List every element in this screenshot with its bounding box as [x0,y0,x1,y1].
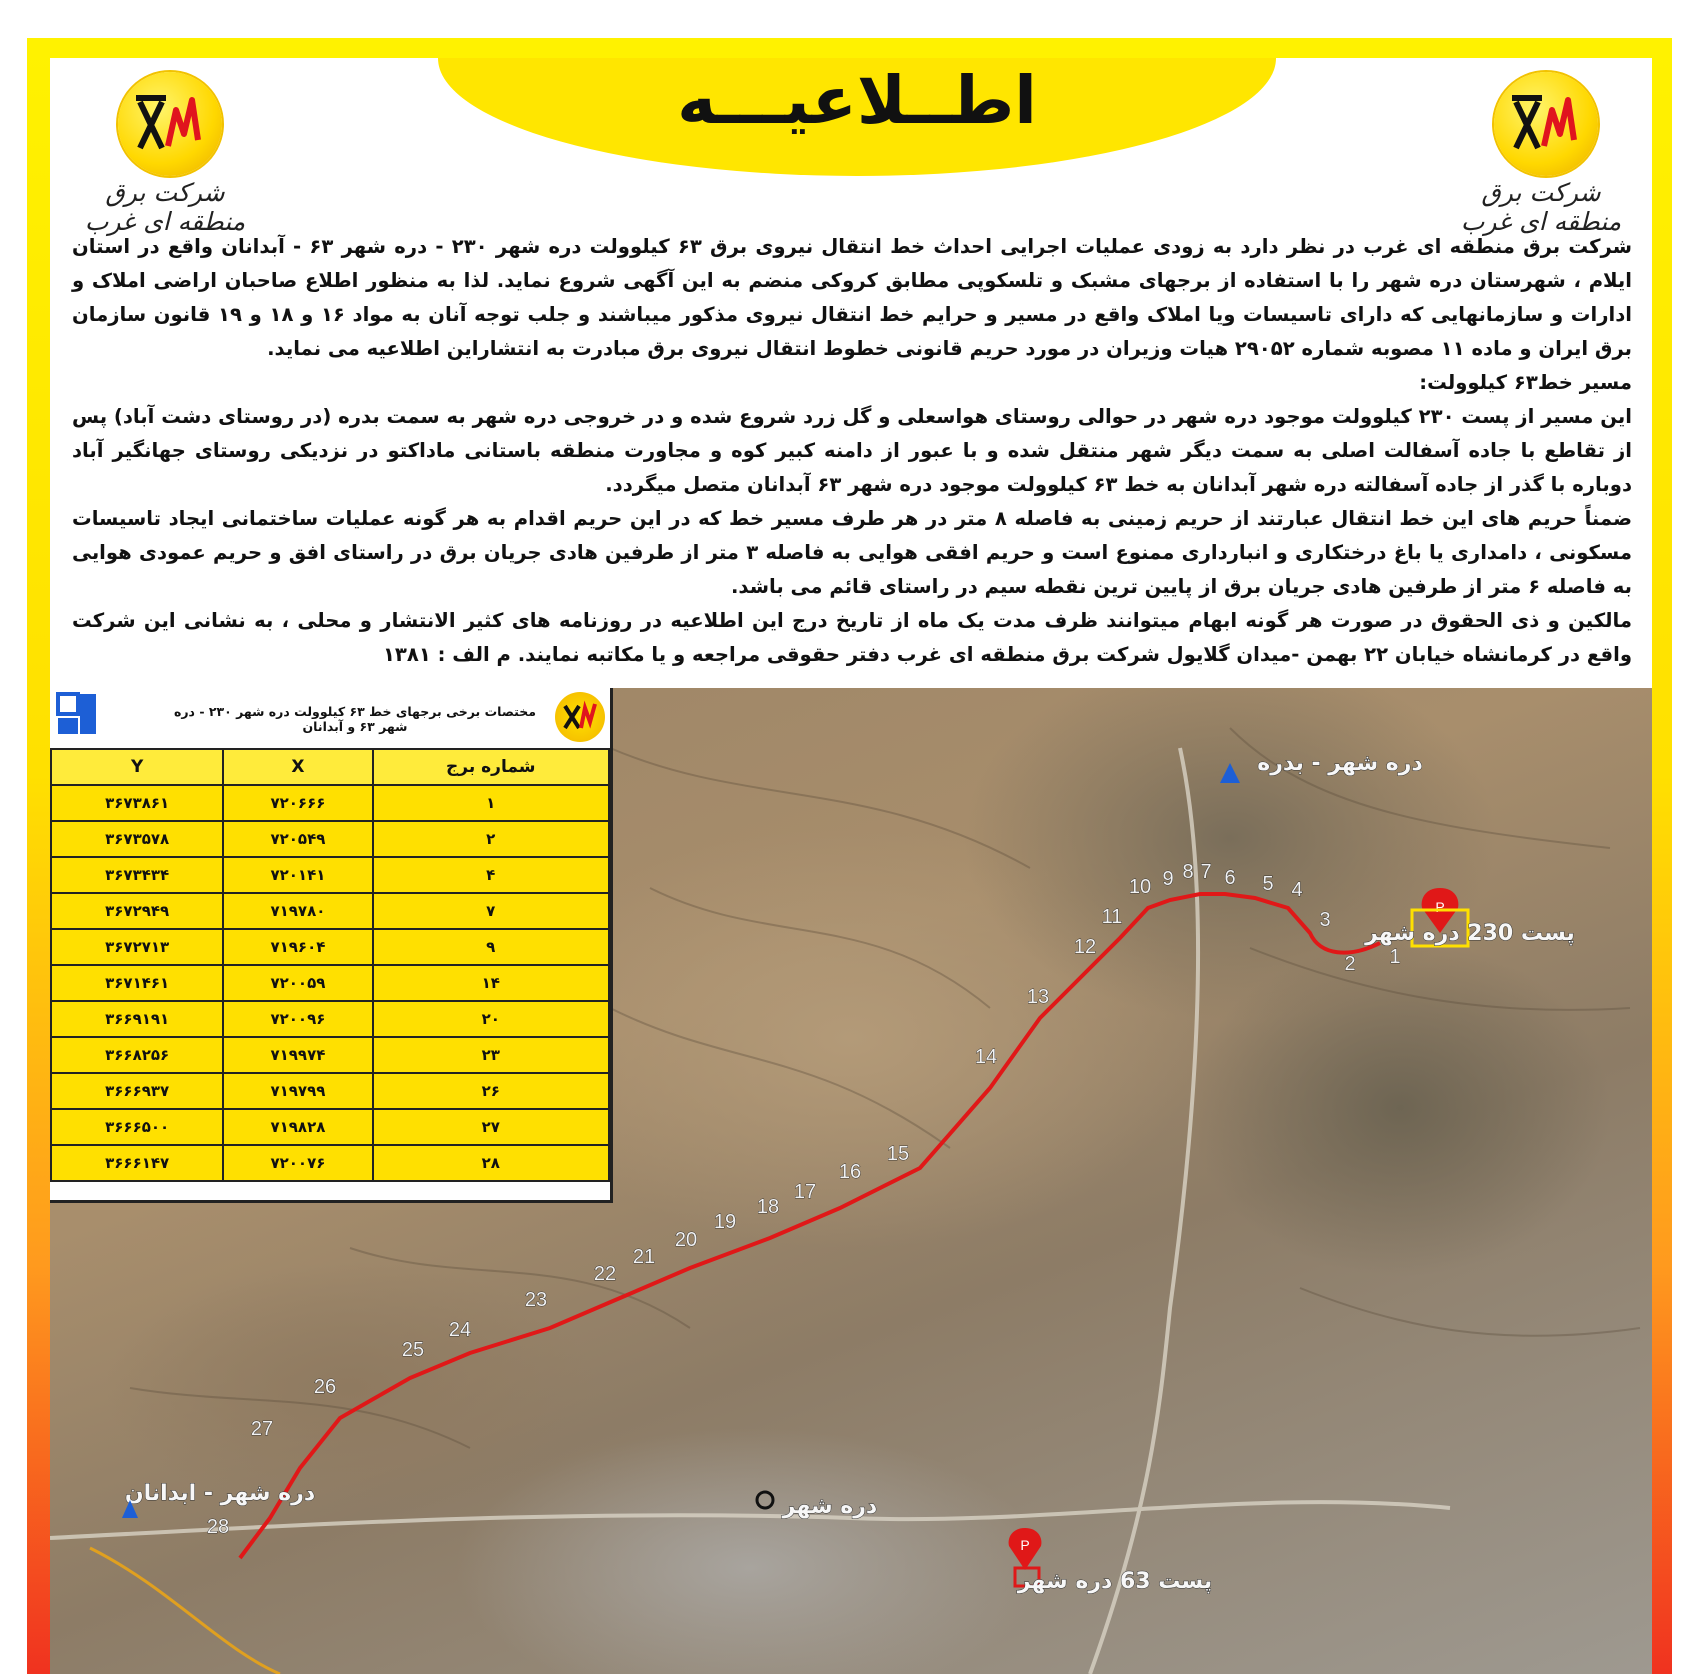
cell-tower: ۲۸ [373,1145,610,1181]
table-row [51,1037,609,1073]
cell-x: ۷۱۹۹۷۴ [223,1037,372,1073]
tower-label: 28 [206,1516,230,1538]
cell-y: ۳۶۷۱۴۶۱ [51,965,223,1001]
company-name-left: شرکت برق منطقه ای غرب [84,178,246,236]
cell-x: ۷۱۹۶۰۴ [223,929,372,965]
table-row [51,785,609,821]
table-row [51,1073,609,1109]
tower-label: 23 [524,1289,548,1311]
tower-label: 10 [1128,876,1152,898]
coordinates-table [50,748,610,1182]
paragraph-route: این مسیر از پست ۲۳۰ کیلوولت موجود دره شهر در حوالی روستای هواسعلی و گل زرد شروع شده و در خروجی دره شهر به سمت بدره (در روستای دشت آباد) پس از تقاطع با جاده آسفالت اصلی به سمت دیگر شهر منتقل شده و با عبور از دامنه کبیر کوه و مجاورت منطقه باستانی ماداکتو در نزدیکی روستای جهانگیر آباد دوباره با گذر از جاده آسفالته دره شهر آبدانان به خط ۶۳ کیلوولت موجود دره شهر ۶۳ آبدانان متصل میگردد. [72,405,1632,496]
tower-label: 12 [1073,936,1097,958]
cell-tower: ۲۳ [373,1037,610,1073]
cell-tower: ۱ [373,785,610,821]
table-row [51,929,609,965]
cell-y: ۳۶۶۸۲۵۶ [51,1037,223,1073]
tower-label: 20 [674,1229,698,1251]
power-company-icon [1494,72,1598,176]
cell-x: ۷۲۰۵۴۹ [223,821,372,857]
cell-tower: ۲۷ [373,1109,610,1145]
table-row [51,1145,609,1181]
cell-x: ۷۱۹۸۲۸ [223,1109,372,1145]
company-name-right: شرکت برق منطقه ای غرب [1460,178,1622,236]
cell-y: ۳۶۶۹۱۹۱ [51,1001,223,1037]
route-map [50,688,1652,1674]
tower-label: 15 [886,1143,910,1165]
tower-label: 19 [713,1211,737,1233]
direction-arrow-icon [1220,763,1240,783]
title-banner [438,58,1276,176]
notice-title: اطــلاعیـــه [677,62,1037,139]
tower-coordinates-panel [50,688,613,1203]
tower-label: 4 [1291,879,1303,901]
tower-label: 9 [1162,868,1174,890]
paragraph-contact: مالکین و ذی الحقوق در صورت هر گونه ابهام میتوانند ظرف مدت یک ماه از تاریخ درج این اطلاعیه در روزنامه های کثیر الانتشار و محلی ، به نشانی این شرکت واقع در کرمانشاه خیابان ۲۲ بهمن -میدان گلایول شرکت برق منطقه ای غرب دفتر حقوقی مراجعه و یا مکاتبه نمایند. م الف : ۱۳۸۱ [72,609,1632,666]
paragraph-route-heading: مسیر خط۶۳ کیلوولت: [1419,371,1632,394]
tower-label: 22 [593,1263,617,1285]
header-x: X [223,749,372,785]
header-tower-number: شماره برج [373,749,610,785]
label-substation-230: پست 230 دره شهر [1365,921,1575,946]
tower-label: 1 [1389,946,1401,968]
coordinates-title: مختصات برخی برجهای خط ۶۳ کیلوولت دره شهر ۲۳۰ - دره شهر ۶۳ و آبدانان [173,704,536,734]
table-row [51,857,609,893]
power-company-icon [555,692,605,742]
tower-label: 11 [1101,906,1123,928]
tower-label: 2 [1344,953,1356,975]
cell-x: ۷۲۰۰۹۶ [223,1001,372,1037]
cell-tower: ۷ [373,893,610,929]
power-company-icon [118,72,222,176]
tower-label: 16 [838,1161,862,1183]
cell-tower: ۲۰ [373,1001,610,1037]
tower-label: 24 [448,1319,472,1341]
label-badreh: دره شهر - بدره [1257,751,1423,776]
table-row [51,821,609,857]
table-row [51,1109,609,1145]
tower-label: 5 [1262,873,1274,895]
cell-y: ۳۶۷۳۸۶۱ [51,785,223,821]
cell-y: ۳۶۷۲۷۱۳ [51,929,223,965]
table-row [51,965,609,1001]
tower-label: 7 [1200,861,1212,883]
cell-y: ۳۶۶۶۱۴۷ [51,1145,223,1181]
svg-text:P: P [1020,1537,1030,1553]
cell-tower: ۲۶ [373,1073,610,1109]
tower-label: 18 [756,1196,780,1218]
tower-label: 6 [1224,867,1236,889]
cell-y: ۳۶۶۶۵۰۰ [51,1109,223,1145]
table-row [51,1001,609,1037]
cell-tower: ۱۴ [373,965,610,1001]
header-y: Y [51,749,223,785]
notice-sheet [50,58,1652,1674]
paragraph-buffer-zones: ضمناً حریم های این خط انتقال عبارتند از حریم زمینی به فاصله ۸ متر در هر طرف مسیر خط که در این حریم اقدام به هر گونه عملیات ساختمانی ایجاد تاسیسات مسکونی ، دامداری یا باغ درختکاری و انبارداری ممنوع است و حریم افقی هوایی به فاصله ۳ متر از طرفین هادی جریان برق در راستای افق و حریم عمودی هوایی به فاصله ۶ متر از طرفین هادی جریان برق از پایین ترین نقطه سیم در راستای قائم می باشد. [72,507,1632,598]
cell-y: ۳۶۷۳۴۳۴ [51,857,223,893]
cell-x: ۷۱۹۷۹۹ [223,1073,372,1109]
tower-label: 8 [1182,861,1194,883]
cell-x: ۷۱۹۷۸۰ [223,893,372,929]
cell-x: ۷۲۰۶۶۶ [223,785,372,821]
tower-label: 13 [1026,986,1050,1008]
notice-body [72,230,1632,672]
cell-y: ۳۶۶۶۹۳۷ [51,1073,223,1109]
tower-label: 14 [974,1046,998,1068]
tower-label: 17 [793,1181,817,1203]
cell-tower: ۲ [373,821,610,857]
cell-x: ۷۲۰۱۴۱ [223,857,372,893]
label-abdanan: دره شهر - ابدانان [124,1481,316,1506]
company-logo-right [1446,66,1636,236]
cell-tower: ۴ [373,857,610,893]
city-center-marker [757,1492,773,1508]
svg-text:P: P [1435,899,1445,915]
utility-logo-icon [56,692,100,738]
company-logo-left [70,66,260,236]
tower-label: 27 [250,1418,274,1440]
paragraph-intro: شرکت برق منطقه ای غرب در نظر دارد به زودی عملیات اجرایی احداث خط انتقال نیروی برق ۶۳ کیلوولت دره شهر ۲۳۰ - دره شهر ۶۳ - آبدانان واقع در استان ایلام ، شهرستان دره شهر را با استفاده از برجهای مشبک و تلسکوپی مطابق کروکی منضم به این آگهی شروع نماید. لذا به منظور اطلاع صاحبان اراضی املاک و ادارات و سازمانهایی که دارای تاسیسات ویا املاک واقع در مسیر و حرایم خط انتقال نیروی مذکور میباشند و جلب توجه آنان به مواد ۱۶ و ۱۸ و ۱۹ قانون سازمان برق ایران و ماده ۱۱ مصوبه شماره ۲۹۰۵۲ هیات وزیران در مورد حریم قانونی خطوط انتقال نیروی برق مبادرت به انتشاراین اطلاعیه می نماید. [72,235,1632,360]
tower-label: 25 [401,1339,425,1361]
label-substation-63: پست 63 دره شهر [1017,1569,1213,1594]
cell-x: ۷۲۰۰۷۶ [223,1145,372,1181]
tower-label: 3 [1319,909,1331,931]
cell-x: ۷۲۰۰۵۹ [223,965,372,1001]
tower-label: 21 [632,1246,656,1268]
label-darreh-shahr: دره شهر [782,1494,878,1519]
coordinates-header [50,688,610,748]
table-row [51,893,609,929]
cell-y: ۳۶۷۳۵۷۸ [51,821,223,857]
cell-tower: ۹ [373,929,610,965]
cell-y: ۳۶۷۲۹۴۹ [51,893,223,929]
tower-label: 26 [313,1376,337,1398]
